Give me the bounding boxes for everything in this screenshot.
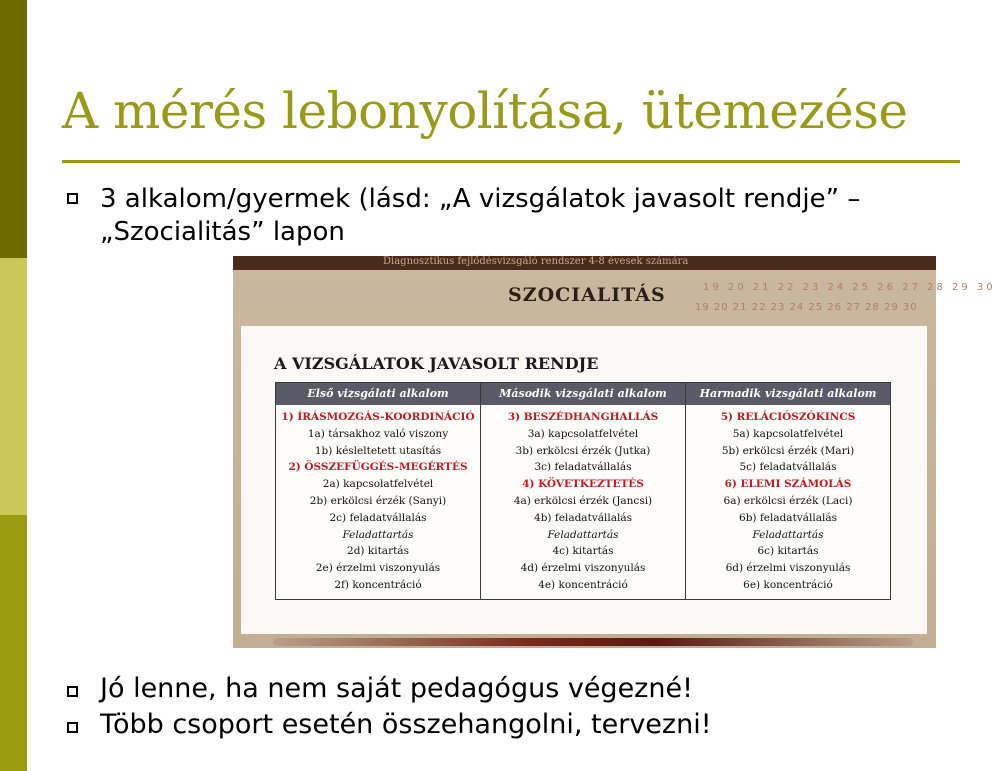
bullet-2: Jó lenne, ha nem saját pedagógus végezné! xyxy=(100,673,693,704)
schedule-table xyxy=(275,382,891,600)
schedule-item: 2e) érzelmi viszonyulás xyxy=(315,562,441,575)
schedule-item: 1) ÍRÁSMOZGÁS-KOORDINÁCIÓ xyxy=(281,411,475,423)
side-bar-middle xyxy=(0,258,27,515)
schedule-column xyxy=(276,383,481,599)
schedule-item: Feladattartás xyxy=(342,528,414,541)
schedule-item: 1b) késleltetett utasítás xyxy=(314,444,442,457)
schedule-item: 6a) erkölcsi érzék (Laci) xyxy=(723,494,853,507)
bullet-1-line-2: „Szocialitás” lapon xyxy=(100,217,345,247)
schedule-column xyxy=(481,383,686,599)
title-rule xyxy=(62,160,960,163)
column-header: Harmadik vizsgálati alkalom xyxy=(686,383,890,405)
schedule-item: 2c) feladatvállalás xyxy=(329,511,427,524)
schedule-item: 5c) feladatvállalás xyxy=(739,461,837,474)
scan-top-strip-text: Diagnosztikus fejlődésvizsgáló rendszer 4-8 évesek számára xyxy=(383,256,689,267)
schedule-item: 2f) koncentráció xyxy=(334,578,422,591)
schedule-item: 2d) kitartás xyxy=(347,545,409,558)
schedule-item: 2a) kapcsolatfelvétel xyxy=(322,478,434,491)
column-header: Első vizsgálati alkalom xyxy=(276,383,480,405)
schedule-item: 3a) kapcsolatfelvétel xyxy=(527,427,639,440)
schedule-item: 4c) kitartás xyxy=(552,545,614,558)
scan-top-strip xyxy=(233,256,936,270)
scanned-page-image xyxy=(233,256,996,648)
schedule-column xyxy=(686,383,890,599)
bullet-square-icon xyxy=(67,686,78,697)
scan-header: SZOCIALITÁS xyxy=(508,284,666,306)
schedule-item: 4e) koncentráció xyxy=(538,578,628,591)
ruler-top-numbers: 19 20 21 22 23 24 25 26 27 28 29 30 xyxy=(703,282,996,293)
schedule-item: 6) ELEMI SZÁMOLÁS xyxy=(724,478,852,491)
schedule-item: Feladattartás xyxy=(752,528,824,541)
schedule-item: 5b) erkölcsi érzék (Mari) xyxy=(721,444,855,457)
ruler-bottom-numbers: 19 20 21 22 23 24 25 26 27 28 29 30 xyxy=(695,302,918,313)
column-items xyxy=(481,409,685,594)
schedule-item: 3c) feladatvállalás xyxy=(534,461,632,474)
schedule-item: 4d) érzelmi viszonyulás xyxy=(520,562,646,575)
scan-bottom-edge xyxy=(273,638,913,646)
schedule-title: A VIZSGÁLATOK JAVASOLT RENDJE xyxy=(274,354,599,373)
ruler-scale xyxy=(693,272,996,326)
side-bar-top xyxy=(0,0,27,258)
column-items xyxy=(686,409,890,594)
column-items xyxy=(276,409,480,594)
slide-title: A mérés lebonyolítása, ütemezése xyxy=(62,82,908,140)
schedule-item: 1a) társakhoz való viszony xyxy=(307,427,449,440)
bullet-1 xyxy=(100,183,860,249)
side-bar-bottom xyxy=(0,515,27,771)
column-header: Második vizsgálati alkalom xyxy=(481,383,685,405)
bullet-1-line-1: 3 alkalom/gyermek (lásd: „A vizsgálatok javasolt rendje” – xyxy=(100,184,861,214)
schedule-item: 6b) feladatvállalás xyxy=(739,511,837,524)
schedule-item: 4a) erkölcsi érzék (Jancsi) xyxy=(513,494,653,507)
schedule-item: 2b) erkölcsi érzék (Sanyi) xyxy=(309,494,447,507)
schedule-item: 3b) erkölcsi érzék (Jutka) xyxy=(515,444,651,457)
schedule-item: 3) BESZÉDHANGHALLÁS xyxy=(507,411,659,423)
schedule-item: 6d) érzelmi viszonyulás xyxy=(725,562,851,575)
bullet-3: Több csoport esetén összehangolni, tervezni! xyxy=(100,709,712,740)
schedule-item: 4) KÖVETKEZTETÉS xyxy=(522,478,644,491)
bullet-square-icon xyxy=(67,193,78,204)
schedule-paper xyxy=(241,326,927,634)
schedule-item: 6c) kitartás xyxy=(757,545,819,558)
schedule-item: 5) RELÁCIÓSZÓKINCS xyxy=(720,411,856,423)
schedule-item: 2) ÖSSZEFÜGGÉS-MEGÉRTÉS xyxy=(288,461,468,474)
schedule-item: 4b) feladatvállalás xyxy=(534,511,632,524)
schedule-item: 6e) koncentráció xyxy=(743,578,833,591)
schedule-item: Feladattartás xyxy=(547,528,619,541)
schedule-item: 5a) kapcsolatfelvétel xyxy=(732,427,844,440)
bullet-square-icon xyxy=(67,722,78,733)
